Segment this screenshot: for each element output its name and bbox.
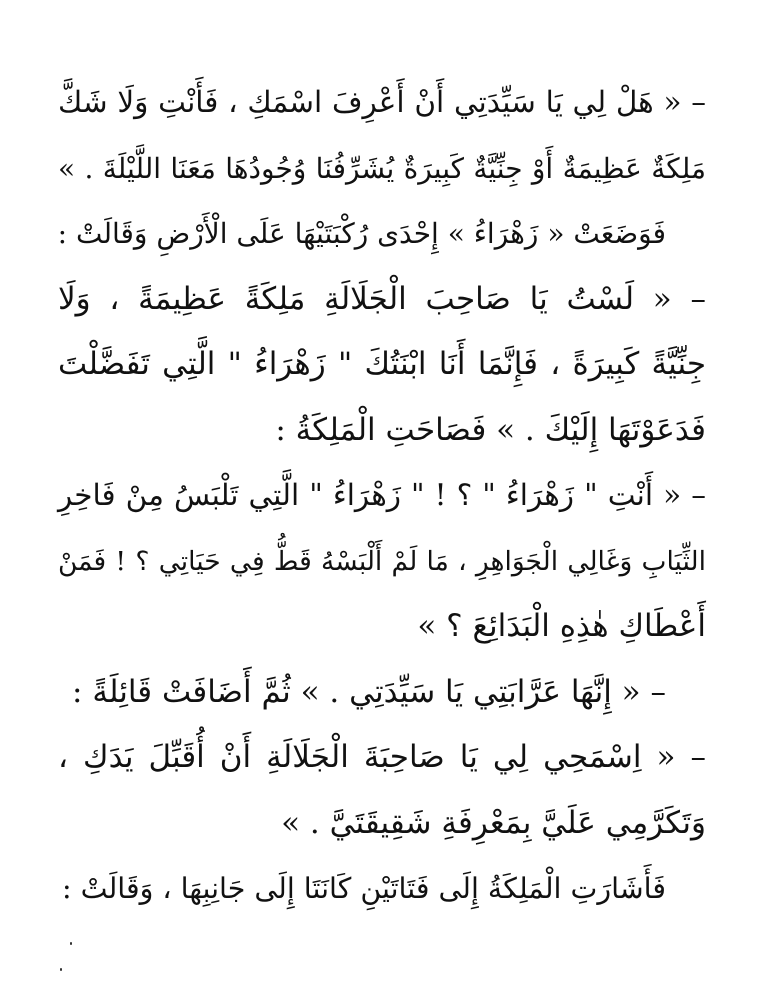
scan-speck	[70, 942, 72, 945]
text-line: – « لَسْتُ يَا صَاحِبَ الْجَلَالَةِ مَلِكَةً عَظِيمَةً ، وَلَا	[58, 280, 706, 317]
text-line: فَدَعَوْتَهَا إِلَيْكَ . » فَصَاحَتِ الْمَلِكَةُ :	[275, 411, 706, 448]
scan-speck	[60, 968, 62, 971]
page-text	[58, 70, 706, 922]
text-line: – « هَلْ لِي يَا سَيِّدَتِي أَنْ أَعْرِفَ اسْمَكِ ، فَأَنْتِ وَلَا شَكَّ	[58, 85, 706, 119]
text-line: فَأَشَارَتِ الْمَلِكَةُ إِلَى فَتَاتَيْنِ كَانَتَا إِلَى جَانِبِهَا ، وَقَالَتْ :	[61, 872, 666, 905]
text-line: جِنِّيَّةً كَبِيرَةً ، فَإِنَّمَا أَنَا ابْنَتُكَ " زَهْرَاءُ " الَّتِي تَفَضَّلْتَ	[58, 346, 706, 382]
text-line: أَعْطَاكِ هٰذِهِ الْبَدَائِعَ ؟ »	[417, 608, 706, 644]
text-line: – « إِنَّهَا عَرَّابَتِي يَا سَيِّدَتِي . » ثُمَّ أَضَافَتْ قَائِلَةً :	[72, 673, 666, 710]
text-line: – « أَنْتِ " زَهْرَاءُ " ؟ ! " زَهْرَاءُ " الَّتِي تَلْبَسُ مِنْ فَاخِرِ	[58, 478, 706, 512]
text-line: – « اِسْمَحِي لِي يَا صَاحِبَةَ الْجَلَالَةِ أَنْ أُقَبِّلَ يَدَكِ ،	[58, 739, 706, 775]
text-line: الثِّيَابِ وَغَالِي الْجَوَاهِرِ ، مَا لَمْ أَلْبَسْهُ قَطُّ فِي حَيَاتِي ؟ ! فَمَنْ	[58, 545, 706, 577]
text-line: فَوَضَعَتْ « زَهْرَاءُ » إِحْدَى رُكْبَتَيْهَا عَلَى الْأَرْضِ وَقَالَتْ :	[57, 217, 666, 250]
text-line: مَلِكَةٌ عَظِيمَةٌ أَوْ جِنِّيَّةٌ كَبِيرَةٌ يُشَرِّفُنَا وُجُودُهَا مَعَنَا اللَّيْلَةَ . »	[58, 151, 706, 185]
text-line: وَتَكَرَّمِي عَلَيَّ بِمَعْرِفَةِ شَقِيقَتَيَّ . »	[281, 804, 706, 841]
